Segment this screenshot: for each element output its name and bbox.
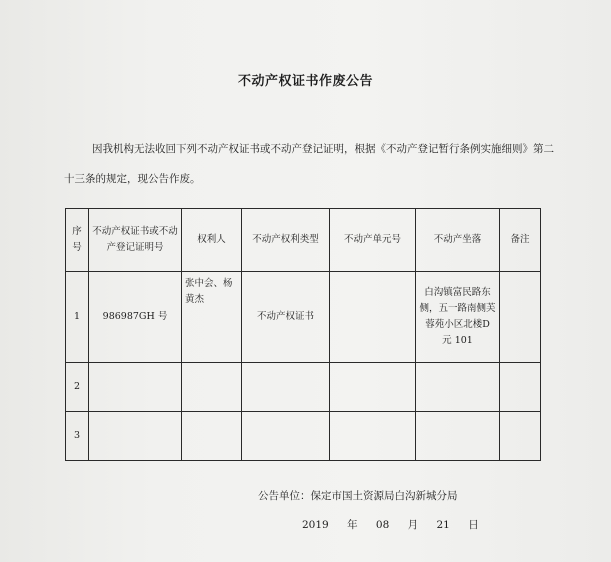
issue-date bbox=[302, 517, 488, 532]
date-day: 21 bbox=[436, 519, 450, 531]
date-year-unit: 年 bbox=[347, 519, 358, 531]
cell-remarks bbox=[500, 412, 541, 461]
header-location: 不动产坐落 bbox=[416, 209, 500, 272]
header-seq: 序号 bbox=[66, 209, 89, 272]
cell-owner bbox=[182, 412, 242, 461]
notice-table bbox=[65, 208, 541, 461]
header-unit-no: 不动产单元号 bbox=[330, 209, 416, 272]
cell-remarks bbox=[500, 272, 541, 363]
table-row bbox=[66, 412, 541, 461]
table-row bbox=[66, 363, 541, 412]
table-header-row bbox=[66, 209, 541, 272]
cell-unit-no bbox=[330, 412, 416, 461]
cell-seq: 1 bbox=[66, 272, 89, 363]
table-row bbox=[66, 272, 541, 363]
page-title: 不动产权证书作废公告 bbox=[237, 74, 373, 89]
cell-right-type bbox=[242, 363, 330, 412]
header-right-type: 不动产权利类型 bbox=[242, 209, 330, 272]
cell-unit-no bbox=[330, 363, 416, 412]
date-month-unit: 月 bbox=[407, 519, 419, 531]
cell-owner bbox=[182, 363, 242, 412]
cell-location: 白沟镇富民路东侧，五一路南侧芙蓉苑小区北楼D 元 101 bbox=[416, 272, 500, 363]
cell-location bbox=[416, 412, 500, 461]
cell-right-type bbox=[242, 412, 330, 461]
issuing-organization: 公告单位：保定市国土资源局白沟新城分局 bbox=[258, 490, 458, 502]
cell-right-type: 不动产权证书 bbox=[242, 272, 330, 363]
header-cert-no: 不动产权证书或不动产登记证明号 bbox=[89, 209, 182, 272]
header-owner: 权利人 bbox=[182, 209, 242, 272]
cell-cert-no bbox=[89, 363, 182, 412]
cell-owner: 张中会、杨黄杰 bbox=[182, 272, 242, 363]
cell-location bbox=[416, 363, 500, 412]
cell-cert-no bbox=[89, 412, 182, 461]
date-year: 2019 bbox=[302, 519, 329, 531]
date-month: 08 bbox=[375, 519, 390, 531]
cell-remarks bbox=[500, 363, 541, 412]
cell-unit-no bbox=[330, 272, 416, 363]
cell-seq: 2 bbox=[66, 363, 89, 412]
header-remarks: 备注 bbox=[500, 209, 541, 272]
notice-body: 因我机构无法收回下列不动产权证书或不动产登记证明，根据《不动产登记暂行条例实施细则》第二十三条的规定，现公告作废。 bbox=[64, 143, 554, 185]
cell-cert-no: 986987GH 号 bbox=[89, 272, 182, 363]
date-day-unit: 日 bbox=[468, 519, 479, 531]
cell-seq: 3 bbox=[66, 412, 89, 461]
